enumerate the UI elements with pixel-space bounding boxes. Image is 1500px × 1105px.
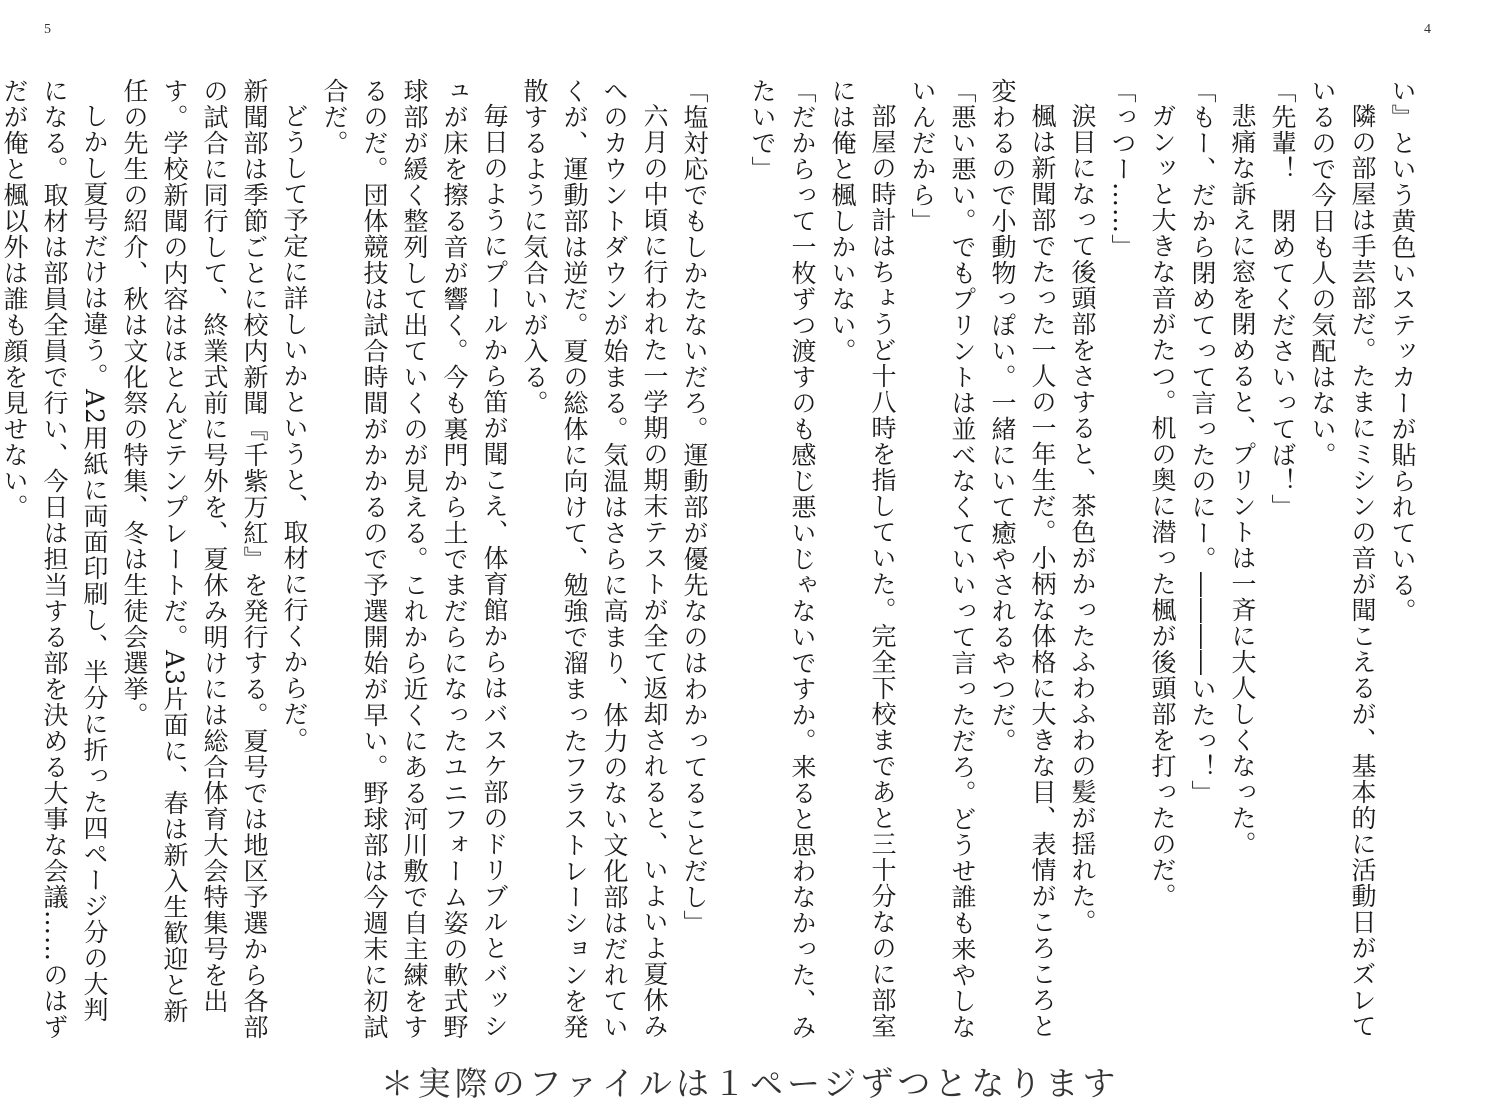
paragraph: 「先輩！ 閉めてくださいってば！」	[1268, 78, 1297, 520]
paragraph: 隣の部屋は手芸部だ。たまにミシンの音が聞こえるが、基本的に活動日がズレているので今日も人の気配はない。	[1308, 78, 1377, 1039]
left-page-number: 5	[44, 22, 51, 37]
right-page-number: 4	[1424, 22, 1431, 37]
paragraph: 悲痛な訴えに窓を閉めると、プリントは一斉に大人しくなった。	[1228, 103, 1257, 857]
paragraph: 涙目になって後頭部をさすると、茶色がかったふわふわの髪が揺れた。	[1068, 103, 1097, 935]
paragraph: 新聞部は季節ごとに校内新聞『千紫万紅』を発行する。夏号では地区予選から各部の試合に同行して、終業式前に号外を、夏休み明けには総合体育大会特集号を出す。学校新聞の内容はほとんどテンプレートだ。A3片面に、春は新入生歓迎と新任の先生の紹介、秋は文化祭の特集、冬は生徒会選挙。	[120, 78, 269, 1040]
paragraph: 六月の中頃に行われた一学期の期末テストが全て返却されると、いよいよ夏休みへのカウントダウンが始まる。気温はさらに高まり、体力のない文化部はだれていくが、運動部は逆だ。夏の総体に向けて、勉強で溜まったフラストレーションを発散するように気合いが入る。	[520, 78, 669, 1040]
paragraph: しかし夏号だけは違う。A2用紙に両面印刷し、半分に折った四ページ分の大判になる。取材は部員全員で行い、今日は担当する部を決める大事な会議……のはずだが俺と楓以外は誰も顔を見せない。	[0, 78, 109, 1040]
paragraph: 毎日のようにプールから笛が聞こえ、体育館からはバスケ部のドリブルとバッシュが床を擦る音が響く。今も裏門から土でまだらになったユニフォーム姿の軟式野球部が緩く整列して出ていくのが見える。これから近くにある河川敷で自主練をするのだ。団体競技は試合時間がかかるので予選開始が早い。野球部は今週末に初試合だ。	[320, 78, 509, 1040]
paragraph: 「塩対応でもしかたないだろ。運動部が優先なのはわかってることだし」	[680, 78, 709, 936]
paragraph: どうして予定に詳しいかというと、取材に行くからだ。	[280, 103, 309, 753]
paragraph: い』という黄色いステッカーが貼られている。	[1388, 78, 1417, 624]
paragraph: 「もー、だから閉めてって言ったのにー。――――いたっ！」	[1188, 78, 1217, 806]
left-page-text	[0, 78, 714, 1040]
paragraph: ガンッと大きな音がたつ。机の奥に潜った楓が後頭部を打ったのだ。	[1148, 103, 1177, 909]
paragraph: 楓は新聞部でたった一人の一年生だ。小柄な体格に大きな目、表情がころころと変わるので小動物っぽい。一緒にいて癒やされるやつだ。	[988, 78, 1057, 1039]
paragraph: 「だからって一枚ずつ渡すのも感じ悪いじゃないですか。来ると思わなかった、みたいで」	[748, 78, 817, 1040]
paragraph: 部屋の時計はちょうど十八時を指していた。完全下校まであと三十分なのに部室には俺と楓しかいない。	[828, 78, 897, 1039]
paragraph: 「っつー……」	[1108, 78, 1137, 260]
right-page-text	[748, 78, 1422, 1040]
paragraph: 「悪い悪い。でもプリントは並べなくていいって言っただろ。どうせ誰も来やしないんだから」	[908, 78, 977, 1040]
footer-note: ＊実際のファイルは１ページずつとなります	[380, 1064, 1120, 1103]
